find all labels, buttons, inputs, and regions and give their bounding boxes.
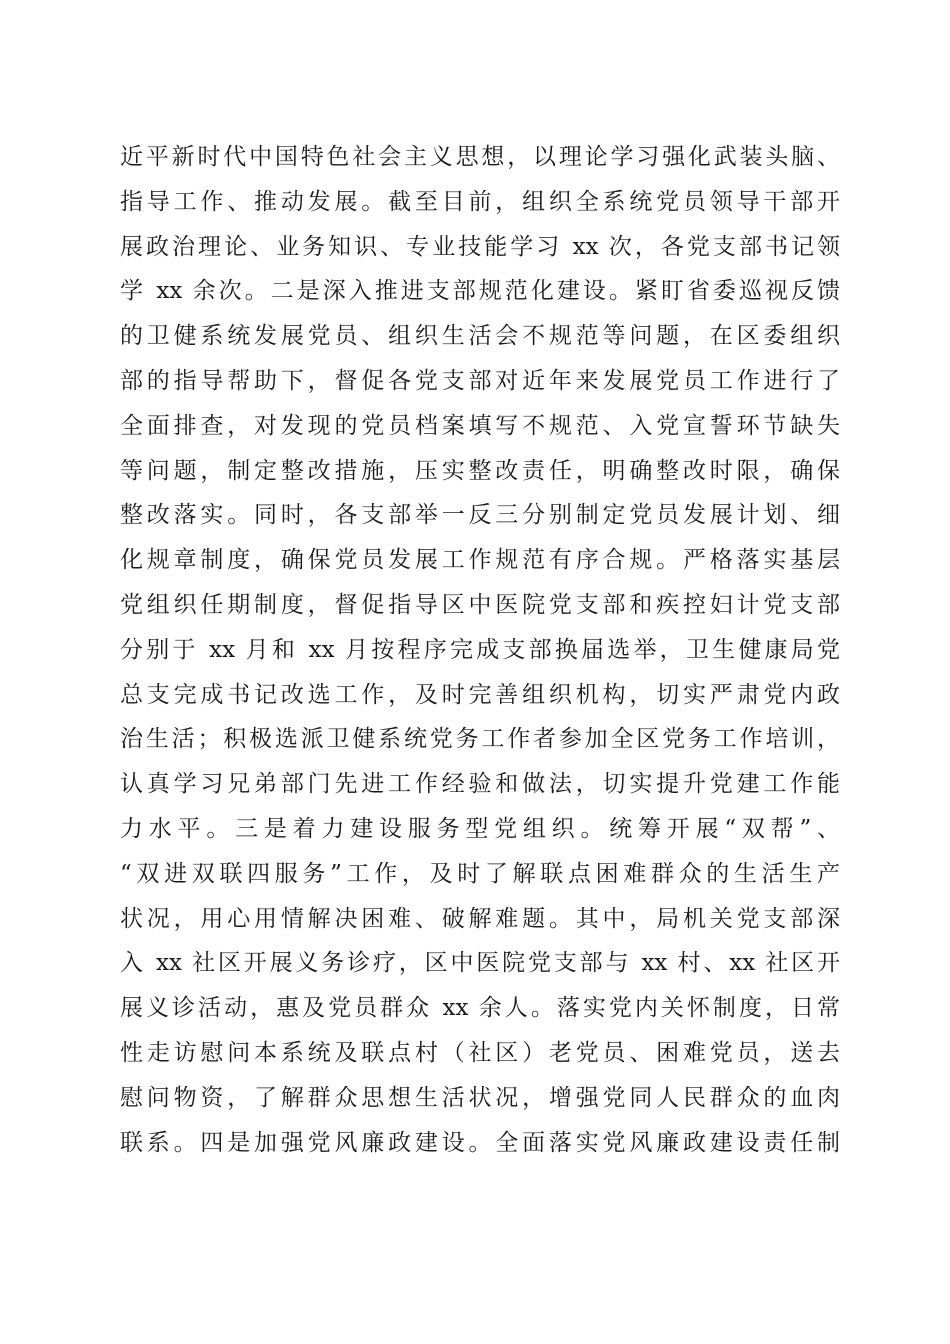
text-line-20: 展义诊活动，惠及党员群众 xx 余人。落实党内关怀制度，日常 bbox=[120, 995, 840, 1022]
text-line-15: 认真学习兄弟部门先进工作经验和做法，切实提升党建工作能 bbox=[120, 771, 840, 798]
text-line-13: 总支完成书记改选工作，及时完善组织机构，切实严肃党内政 bbox=[120, 681, 840, 708]
text-line-7: 全面排查，对发现的党员档案填写不规范、入党宣誓环节缺失 bbox=[120, 412, 840, 439]
text-line-10: 化规章制度，确保党员发展工作规范有序合规。严格落实基层 bbox=[120, 547, 840, 574]
text-line-19: 入 xx 社区开展义务诊疗，区中医院党支部与 xx 村、xx 社区开 bbox=[120, 950, 840, 977]
text-line-4: 学 xx 余次。二是深入推进支部规范化建设。紧盯省委巡视反馈 bbox=[120, 278, 840, 305]
text-line-17: “双进双联四服务”工作，及时了解联点困难群众的生活生产 bbox=[120, 860, 840, 887]
text-line-5: 的卫健系统发展党员、组织生活会不规范等问题，在区委组织 bbox=[120, 323, 840, 350]
text-line-16: 力水平。三是着力建设服务型党组织。统筹开展“双帮”、 bbox=[120, 815, 840, 842]
text-line-11: 党组织任期制度，督促指导区中医院党支部和疾控妇计党支部 bbox=[120, 591, 840, 618]
text-line-8: 等问题，制定整改措施，压实整改责任，明确整改时限，确保 bbox=[120, 457, 840, 484]
body-paragraph bbox=[120, 135, 840, 1165]
text-line-3: 展政治理论、业务知识、专业技能学习 xx 次，各党支部书记领 bbox=[120, 233, 840, 260]
text-line-6: 部的指导帮助下，督促各党支部对近年来发展党员工作进行了 bbox=[120, 367, 840, 394]
text-line-23: 联系。四是加强党风廉政建设。全面落实党风廉政建设责任制 bbox=[120, 1129, 840, 1156]
text-line-18: 状况，用心用情解决困难、破解难题。其中，局机关党支部深 bbox=[120, 905, 840, 932]
text-line-1: 近平新时代中国特色社会主义思想，以理论学习强化武装头脑、 bbox=[120, 144, 840, 170]
text-line-9: 整改落实。同时，各支部举一反三分别制定党员发展计划、细 bbox=[120, 502, 840, 529]
text-line-21: 性走访慰问本系统及联点村（社区）老党员、困难党员，送去 bbox=[120, 1039, 840, 1066]
text-line-22: 慰问物资，了解群众思想生活状况，增强党同人民群众的血肉 bbox=[120, 1084, 840, 1111]
text-line-12: 分别于 xx 月和 xx 月按程序完成支部换届选举，卫生健康局党 bbox=[120, 636, 840, 663]
text-line-14: 治生活；积极选派卫健系统党务工作者参加全区党务工作培训， bbox=[120, 726, 840, 753]
text-line-2: 指导工作、推动发展。截至目前，组织全系统党员领导干部开 bbox=[120, 188, 840, 215]
